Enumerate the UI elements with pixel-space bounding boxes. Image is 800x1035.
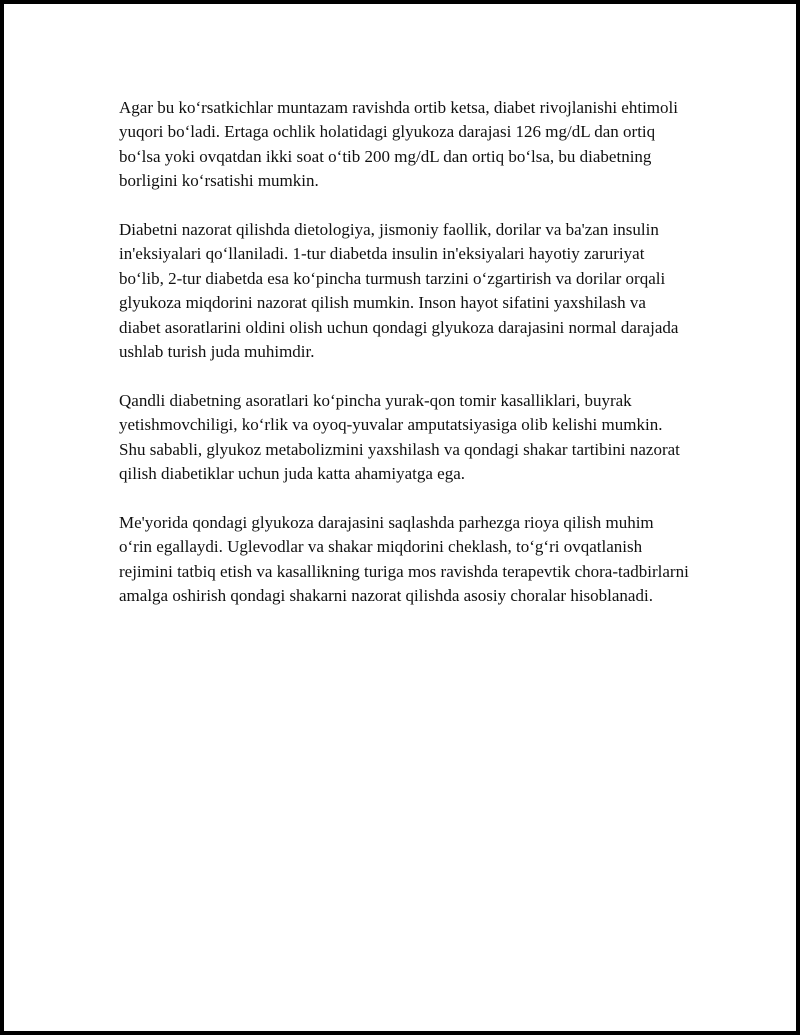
paragraph-diet: Me'yorida qondagi glyukoza darajasini saqlashda parhezga rioya qilish muhim o‘rin egallaydi. Uglevodlar va shakar miqdorini cheklash, to‘g‘ri ovqatlanish rejimini tatbiq etish va kasallikning turiga mos ravishda terapevtik chora-tadbirlarni amalga oshirish qondagi shakarni nazorat qilishda asosiy choralar hisoblanadi. (119, 512, 689, 606)
paragraph-complications: Qandli diabetning asoratlari ko‘pincha yurak-qon tomir kasalliklari, buyrak yetishmovchiligi, ko‘rlik va oyoq-yuvalar amputatsiyasiga olib kelishi mumkin. Shu sababli, glyukoz metabolizmini yaxshilash va qondagi shakar tartibini nazorat qilish diabetiklar uchun juda katta ahamiyatga ega. (119, 390, 680, 484)
paragraph-diabetes-control: Diabetni nazorat qilishda dietologiya, jismoniy faollik, dorilar va ba'zan insulin in'eksiyalari qo‘llaniladi. 1-tur diabetda insulin in'eksiyalari hayotiy zaruriyat bo‘lib, 2-tur diabetda esa ko‘pincha turmush tarzini o‘zgartirish va dorilar orqali glyukoza miqdorini nazorat qilish mumkin. Inson hayot sifatini yaxshilash va diabet asoratlarini oldini olish uchun qondagi glyukoza darajasini normal darajada ushlab turish juda muhimdir. (119, 220, 679, 362)
document-body (119, 96, 689, 633)
paragraph-diagnosis-thresholds: Agar bu ko‘rsatkichlar muntazam ravishda ortib ketsa, diabet rivojlanishi ehtimoli yuqori bo‘ladi. Ertaga ochlik holatidagi glyukoza darajasi 126 mg/dL dan ortiq bo‘lsa yoki ovqatdan ikki soat o‘tib 200 mg/dL dan ortiq bo‘lsa, bu diabetning borligini ko‘rsatishi mumkin. (119, 98, 678, 191)
